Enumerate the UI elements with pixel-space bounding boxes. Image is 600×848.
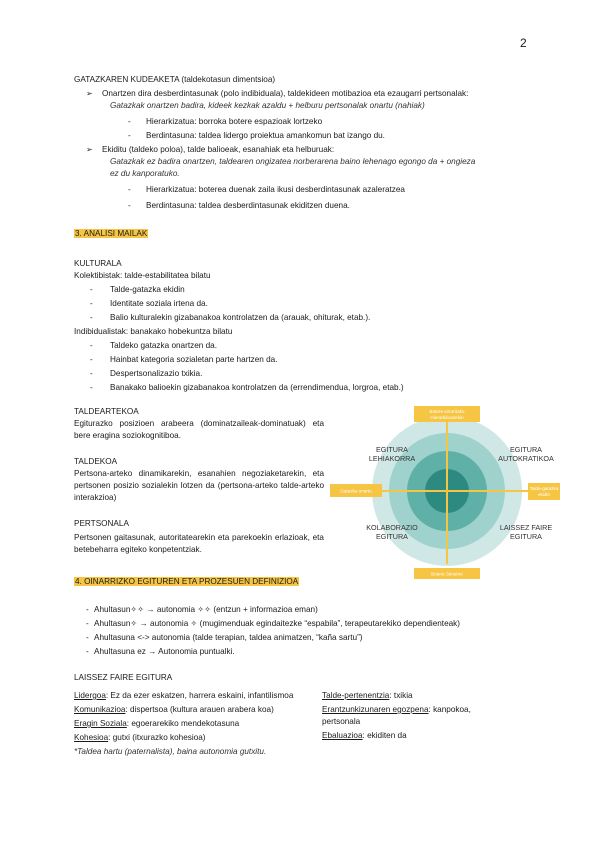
taldekoa-title: TALDEKOA xyxy=(74,457,118,466)
group-structure-diagram xyxy=(330,404,560,582)
laissez-left-3 xyxy=(74,718,239,730)
laissez-right-4-value: : ekiditen da xyxy=(362,731,407,740)
indibidualistak-line: Indibidualistak: banakako hobekuntza bilatu xyxy=(74,327,233,336)
indibidualistak-item-3 xyxy=(90,368,202,380)
dash-bullet-icon: - xyxy=(90,355,93,364)
conflict-item-2-sub-2 xyxy=(128,200,350,212)
conflict-item-2-sub-1-text: Hierarkizatua: boterea duenak zaila ikusi desberdintasunak azaleratzea xyxy=(146,185,405,194)
arrow-bullet-icon: ➢ xyxy=(86,89,93,98)
diagram-bottom-label: Botere Simetrie xyxy=(431,571,463,577)
pertsonala-title: PERTSONALA xyxy=(74,519,129,528)
laissez-left-1-key: Lidergoa xyxy=(74,691,106,700)
diagram-left-label: Gatazka onartu xyxy=(340,488,372,494)
laissez-right-2 xyxy=(322,704,471,716)
section-4-item-1 xyxy=(86,604,318,616)
indibidualistak-item-4 xyxy=(90,382,404,394)
conflict-item-1-text: Onartzen dira desberdintasunak (polo indibiduala), taldekideen motibazioa eta ezaugarri pertsonalak: xyxy=(102,89,469,98)
dash-bullet-icon: - xyxy=(90,341,93,350)
laissez-left-4 xyxy=(74,732,206,744)
laissez-right-3 xyxy=(322,716,360,728)
taldeartekoa-title: TALDEARTEKOA xyxy=(74,407,139,416)
kolektibistak-item-3 xyxy=(90,312,370,324)
conflict-item-1-note: Gatazkak onartzen badira, kideek kezkak azaldu + helburu pertsonalak onartu (nahiak) xyxy=(110,101,425,110)
diagram-right-label-1: Talde-gatazka xyxy=(529,486,559,491)
dash-bullet-icon: - xyxy=(90,383,93,392)
kulturala-title: KULTURALA xyxy=(74,259,122,268)
laissez-right-4 xyxy=(322,730,407,742)
laissez-left-2-key: Komunikazioa xyxy=(74,705,126,714)
kolektibistak-item-1-text: Talde-gatazka ekidin xyxy=(110,285,185,294)
conflict-item-1-sub-2 xyxy=(128,130,385,142)
indibidualistak-item-1-text: Taldeko gatazka onartzen da. xyxy=(110,341,217,350)
indibidualistak-item-1 xyxy=(90,340,217,352)
quadrant-bottom-right-1: LAISSEZ FAIRE xyxy=(499,523,553,532)
quadrant-bottom-left-1: KOLABORAZIO xyxy=(366,523,418,532)
quadrant-top-left-2: LEHIAKORRA xyxy=(368,454,416,463)
quadrant-top-right-2: AUTOKRATIKOA xyxy=(498,454,554,463)
laissez-footnote: *Taldea hartu (paternalista), baina autonomia gutxitu. xyxy=(74,747,267,756)
taldekoa-text: Pertsona-arteko dinamikarekin, esanahien negoziaketarekin, eta pertsonen posizio sozialekin lotzen da (pertsona-arteko talde-arteko interakzioa) xyxy=(74,469,324,502)
arrow-bullet-icon: ➢ xyxy=(86,145,93,154)
conflict-item-1-sub-1-text: Hierarkizatua: borroka botere espazioak lortzeko xyxy=(146,117,323,126)
laissez-left-3-key: Eragin Soziala xyxy=(74,719,127,728)
section-4-item-1-text: Ahultasun✧✧ → autonomia ✧✧ (entzun + informazioa eman) xyxy=(94,605,318,614)
dash-bullet-icon: - xyxy=(128,201,131,210)
dash-bullet-icon: - xyxy=(90,369,93,378)
taldeartekoa-text: Egiturazko posizioen arabeera (dominatzaileak-dominatuak) eta bere eragina soziokognitiboa. xyxy=(74,419,324,440)
quadrant-bottom-left-2: EGITURA xyxy=(376,532,408,541)
section-4-item-2 xyxy=(86,618,460,630)
conflict-item-1-sub-1 xyxy=(128,116,322,128)
conflict-item-2-note-2: ez du kanporatuko. xyxy=(110,169,180,178)
kolektibistak-item-2-text: Identitate soziala irtena da. xyxy=(110,299,208,308)
quadrant-top-left-1: EGITURA xyxy=(376,445,408,454)
dash-bullet-icon: - xyxy=(86,647,89,656)
laissez-right-1-key: Talde-pertenentzia xyxy=(322,691,390,700)
section-3-heading-text: 3. ANALISI MAILAK xyxy=(75,229,148,238)
diagram-right-label-2: ekidin xyxy=(537,492,551,497)
laissez-left-3-value: : egoerarekiko mendekotasuna xyxy=(126,719,240,728)
conflict-item-1 xyxy=(86,88,468,100)
indibidualistak-item-4-text: Banakako balioekin gizabanakoa kontrolatzen da (errendimendua, lorgroa, etab.) xyxy=(110,383,404,392)
dash-bullet-icon: - xyxy=(128,185,131,194)
laissez-right-1 xyxy=(322,690,413,702)
laissez-title: LAISSEZ FAIRE EGITURA xyxy=(74,673,173,682)
kolektibistak-item-3-text: Balio kulturalekin gizabanakoa kontrolatzen da (arauak, ohiturak, etab.). xyxy=(110,313,371,322)
indibidualistak-item-2 xyxy=(90,354,278,366)
quadrant-top-right-1: EGITURA xyxy=(510,445,542,454)
dash-bullet-icon: - xyxy=(90,313,93,322)
conflict-item-1-sub-2-text: Berdintasuna: taldea lidergo proiektua amankomun bat izango du. xyxy=(146,131,385,140)
pertsonala-text: Pertsonen gaitasunak, autoritatearekin eta parekoekin erlazioak, eta betebeharra egiteko konpetentziak. xyxy=(74,533,324,554)
indibidualistak-item-3-text: Despertsonalizazio txikia. xyxy=(110,369,203,378)
laissez-left-1-value: : Ez da ezer eskatzen, harrera eskaini, infantilismoa xyxy=(105,691,294,700)
laissez-right-3-value: pertsonala xyxy=(322,717,361,726)
conflict-item-2 xyxy=(86,144,334,156)
diagram-top-label-2: Hierarkikoarekin xyxy=(430,415,464,420)
page-number: 2 xyxy=(520,36,527,50)
dash-bullet-icon: - xyxy=(86,633,89,642)
laissez-left-4-value: : gutxi (itxurazko kohesioa) xyxy=(108,733,206,742)
laissez-right-2-key: Erantzunkizunaren egozpena xyxy=(322,705,429,714)
laissez-left-2-value: : dispertsoa (kultura arauen arabera koa) xyxy=(125,705,274,714)
kolektibistak-item-2 xyxy=(90,298,208,310)
dash-bullet-icon: - xyxy=(90,285,93,294)
section-4-item-4-text: Ahultasuna ez → Autonomia puntualki. xyxy=(94,647,235,656)
kolektibistak-item-1 xyxy=(90,284,185,296)
laissez-right-1-value: : txikia xyxy=(389,691,413,700)
laissez-left-2 xyxy=(74,704,274,716)
section-4-item-3-text: Ahultasuna <-> autonomia (talde terapian, taldea animatzen, “kaña sartu”) xyxy=(94,633,363,642)
kolektibistak-line: Kolektibistak: talde-estabilitatea bilatu xyxy=(74,271,211,280)
indibidualistak-item-2-text: Hainbat kategoria sozialetan parte hartzen da. xyxy=(110,355,278,364)
conflict-item-2-sub-1 xyxy=(128,184,405,196)
section-4-item-2-text: Ahultasun✧ → autonomia ✧ (mugimenduak egindaitezke “espabila”, terapeutarekiko dependienteak) xyxy=(94,619,460,628)
laissez-right-2-value: : kanpokoa, xyxy=(428,705,471,714)
conflict-item-2-sub-2-text: Berdintasuna: taldea desberdintasunak ekiditzen duena. xyxy=(146,201,350,210)
dash-bullet-icon: - xyxy=(90,299,93,308)
conflict-item-2-text: Ekiditu (taldeko poloa), talde balioeak, esanahiak eta helburuak: xyxy=(102,145,335,154)
section-4-item-4 xyxy=(86,646,235,658)
laissez-right-4-key: Ebaluazioa xyxy=(322,731,363,740)
dash-bullet-icon: - xyxy=(128,131,131,140)
conflict-item-2-note-1: Gatazkak ez badira onartzen, taldearen ongizatea norberarena baino lehenago egongo da + ongieza xyxy=(110,157,476,166)
section-3-heading xyxy=(74,228,148,240)
laissez-left-4-key: Kohesioa xyxy=(74,733,109,742)
diagram-top-label-1: Botere ezorritako xyxy=(429,409,465,414)
dash-bullet-icon: - xyxy=(128,117,131,126)
section-4-item-3 xyxy=(86,632,363,644)
dash-bullet-icon: - xyxy=(86,605,89,614)
section-4-heading xyxy=(74,576,299,588)
conflict-title: GATAZKAREN KUDEAKETA (taldekotasun dimentsioa) xyxy=(74,75,276,84)
dash-bullet-icon: - xyxy=(86,619,89,628)
laissez-left-1 xyxy=(74,690,293,702)
quadrant-bottom-right-2: EGITURA xyxy=(510,532,542,541)
section-4-heading-text: 4. OINARRIZKO EGITUREN ETA PROZESUEN DEFINIZIOA xyxy=(75,577,299,586)
